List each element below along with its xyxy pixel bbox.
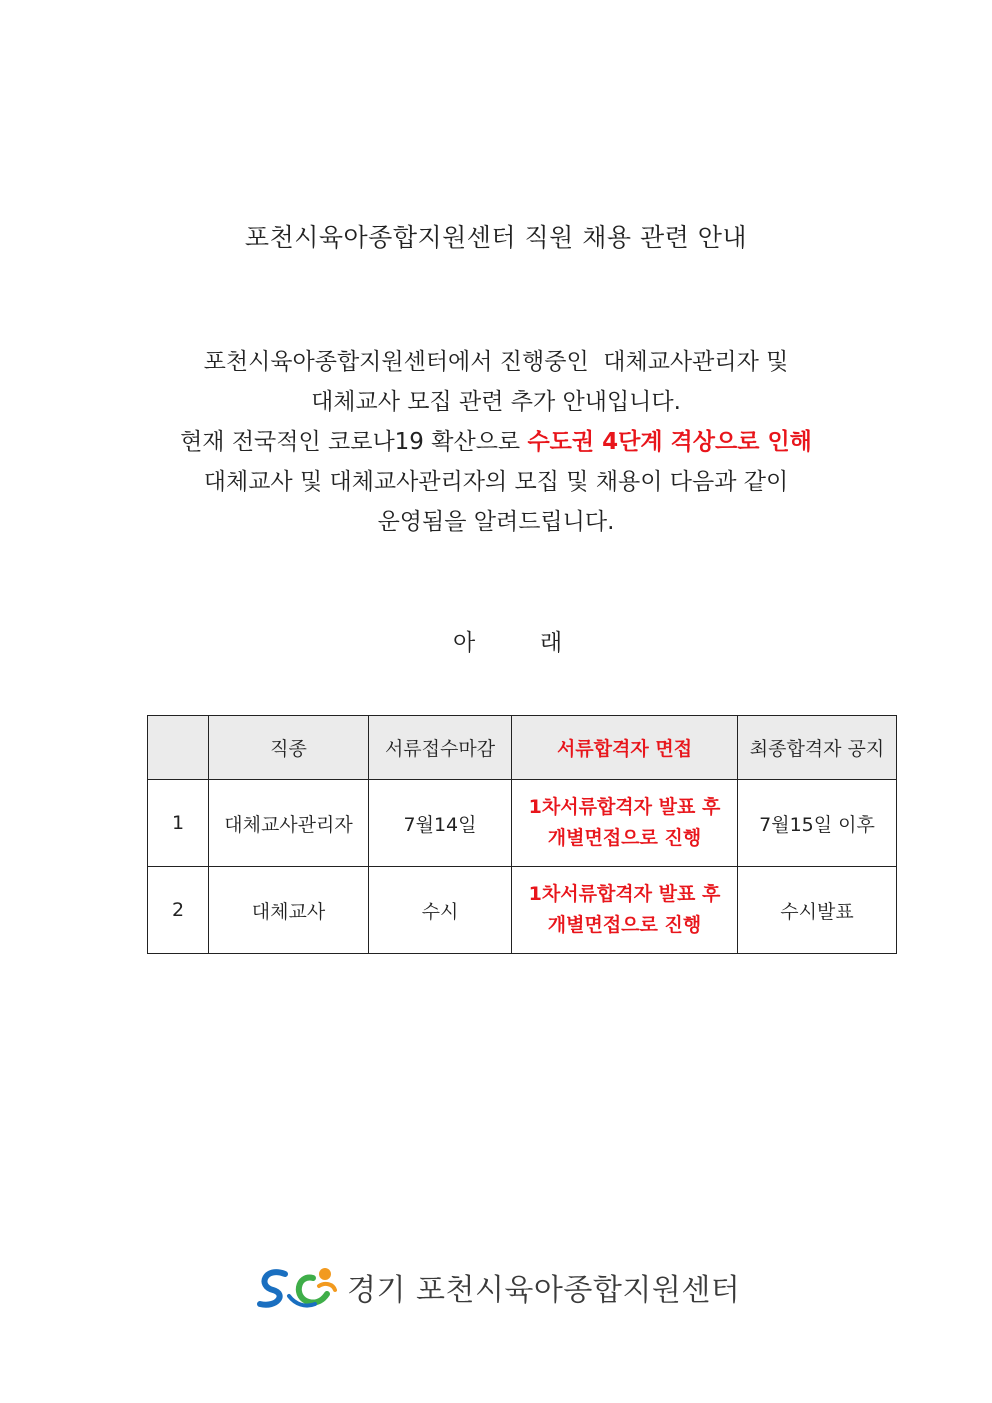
row-interview-line-2: 개별면접으로 진행	[547, 914, 702, 936]
row-job-type: 대체교사	[209, 867, 369, 954]
row-interview	[512, 780, 738, 867]
header-number	[148, 716, 209, 780]
table-row	[148, 867, 897, 954]
intro-line-3	[0, 422, 992, 462]
row-number: 1	[148, 780, 209, 867]
intro-line-3-text: 현재 전국적인 코로나19 확산으로	[180, 429, 528, 455]
table-row	[148, 780, 897, 867]
recruitment-table	[147, 715, 897, 954]
intro-line-4: 대체교사 및 대체교사관리자의 모집 및 채용이 다음과 같이	[203, 469, 789, 495]
row-job-type: 대체교사관리자	[209, 780, 369, 867]
table-header-row	[148, 716, 897, 780]
footer-org-name: 경기 포천시육아종합지원센터	[347, 1273, 741, 1308]
header-job-type: 직종	[209, 716, 369, 780]
intro-line-5: 운영됨을 알려드립니다.	[377, 509, 615, 535]
row-interview-line-2: 개별면접으로 진행	[547, 827, 702, 849]
row-final-notice: 7월15일 이후	[738, 780, 897, 867]
row-final-notice: 수시발표	[738, 867, 897, 954]
row-interview-line-1: 1차서류합격자 발표 후	[528, 796, 721, 818]
header-final-notice: 최종합격자 공지	[738, 716, 897, 780]
intro-line-1: 포천시육아종합지원센터에서 진행중인 대체교사관리자 및	[203, 349, 789, 375]
center-logo-icon	[255, 1264, 339, 1310]
row-interview	[512, 867, 738, 954]
notice-heading-right: 래	[540, 630, 563, 656]
intro-line-2: 대체교사 모집 관련 추가 안내입니다.	[311, 389, 681, 415]
footer-logo	[255, 1264, 740, 1310]
header-interview: 서류합격자 면접	[512, 716, 738, 780]
row-interview-line-1: 1차서류합격자 발표 후	[528, 883, 721, 905]
row-deadline: 7월14일	[369, 780, 512, 867]
notice-heading-left: 아	[453, 630, 476, 656]
intro-highlight-text: 수도권 4단계 격상으로 인해	[527, 429, 812, 455]
intro-paragraph	[0, 342, 992, 542]
row-number: 2	[148, 867, 209, 954]
header-document-deadline: 서류접수마감	[369, 716, 512, 780]
document-title: 포천시육아종합지원센터 직원 채용 관련 안내	[244, 223, 748, 252]
row-deadline: 수시	[369, 867, 512, 954]
